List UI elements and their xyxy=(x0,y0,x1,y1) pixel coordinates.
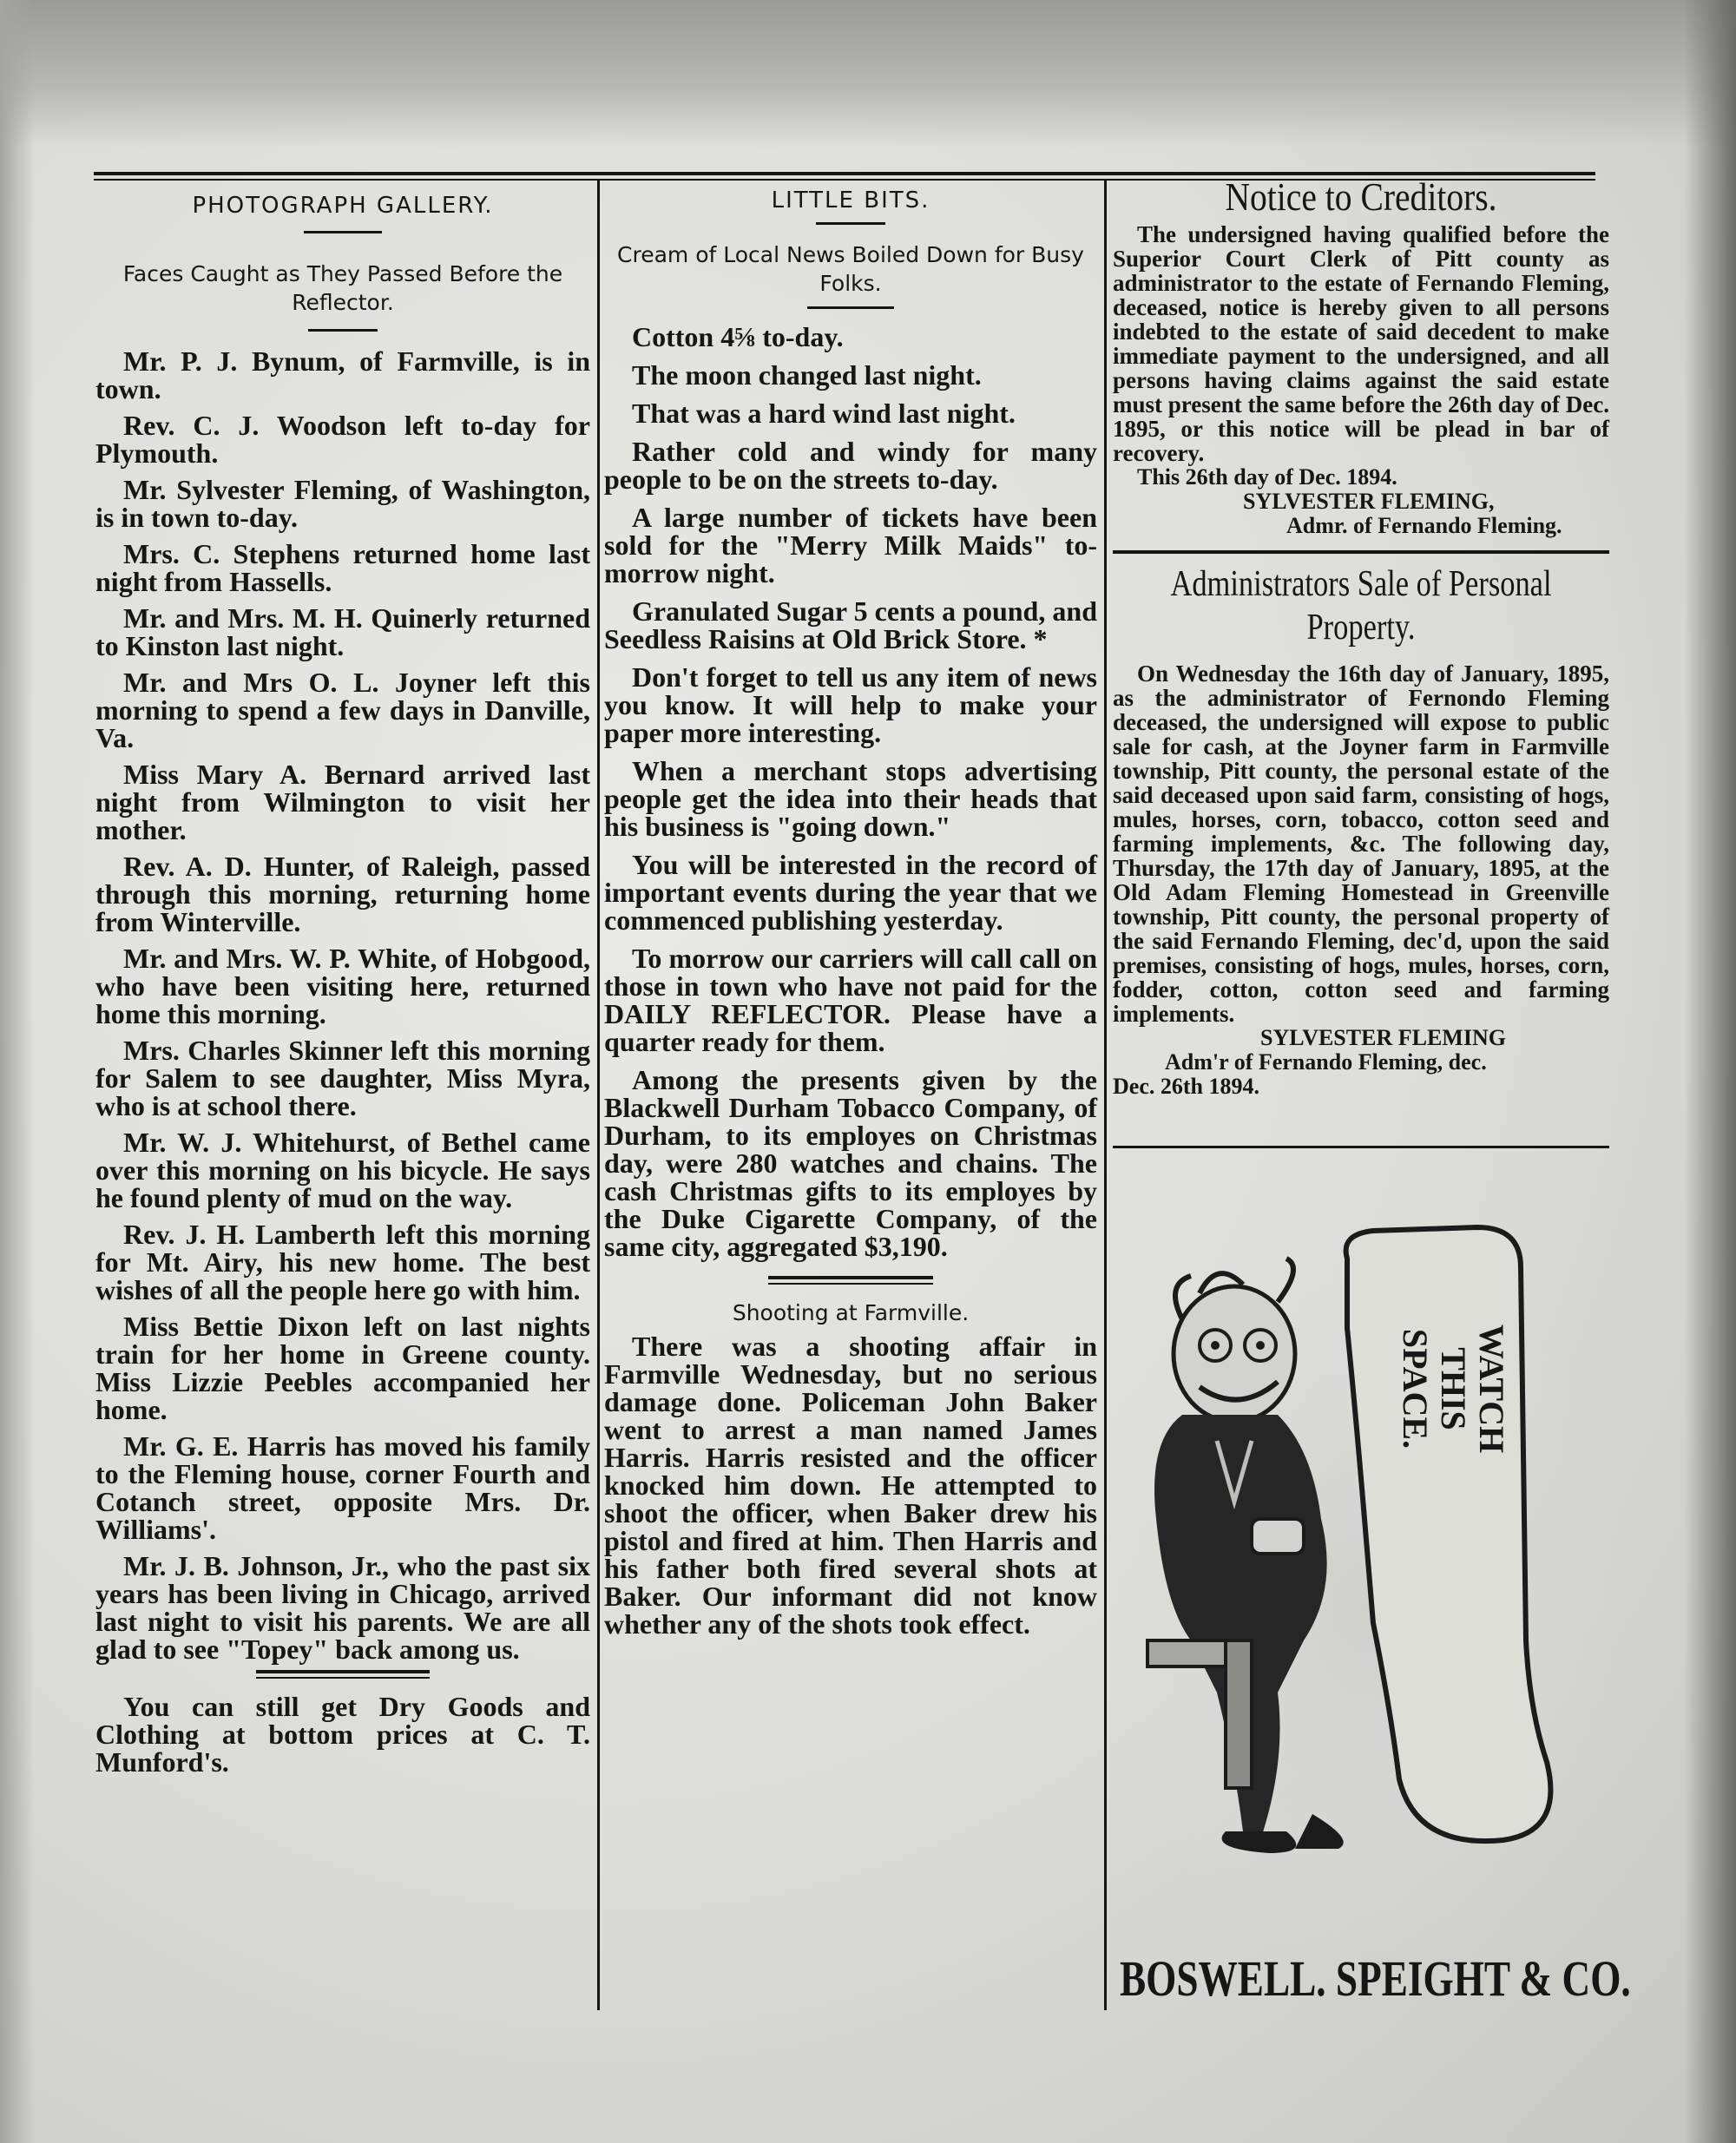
column-photograph-gallery xyxy=(95,193,590,1776)
double-rule-thin xyxy=(768,1283,933,1285)
notice-heading: Notice to Creditors. xyxy=(1225,174,1497,219)
news-item: Rev. A. D. Hunter, of Raleigh, passed through this morning, returning home from Winterville. xyxy=(95,851,590,937)
section-subheading: Faces Caught as They Passed Before the Reflector. xyxy=(122,261,563,315)
short-rule xyxy=(816,222,885,225)
news-item: Rev. C. J. Woodson left to-day for Plymouth. xyxy=(95,410,590,469)
page-right-edge xyxy=(1684,0,1736,2143)
section-heading: PHOTOGRAPH GALLERY. xyxy=(192,193,494,219)
short-rule xyxy=(308,329,378,332)
article-body: There was a shooting affair in Farmville Wednesday, but no serious damage done. Policeman John Baker went to arrest a man named James Harris. Harris resisted and the officer knocked him down. He attempted to shoot the officer, when Baker drew his pistol and fired at him. Then Harris and his father both fired several shots at Baker. Our informant did not know whether any of the shots took effect. xyxy=(604,1331,1097,1640)
sale-text: On Wednesday the 16th day of January, 1895, as the administrator of Fernondo Fleming deceased, the undersigned will expose to public sale for cash, at the Joyner farm in Farmville township, Pitt county, the personal estate of the said deceased upon said farm, consisting of hogs, mules, horses, corn, tobacco, cotton seed and farming implements, &c. The following day, Thursday, the 17th day of January, 1895, at the Old Adam Fleming Homestead in Greenville township, Pitt county, the personal property of the said Fernando Fleming, dec'd, upon the said premises, consisting of hogs, mules, horses, corn, fodder, cotton, cotton seed and farming implements. xyxy=(1113,661,1609,1027)
sign-text xyxy=(1371,1302,1510,1476)
news-item: That was a hard wind last night. xyxy=(632,398,1016,429)
news-item: The moon changed last night. xyxy=(632,359,982,391)
page-top-edge xyxy=(0,0,1736,148)
news-item: Mr. G. E. Harris has moved his family to the Fleming house, corner Fourth and Cotanch street, opposite Mrs. Dr. Williams'. xyxy=(95,1430,590,1545)
notice-text: The undersigned having qualified before the Superior Court Clerk of Pitt county as administrator to the estate of Fernando Fleming, deceased, notice is hereby given to all persons indebted to the estate of said decedent to make immediate payment to the undersigned, and all persons having claims against the said estate must present the same before the 26th day of Dec. 1895, or this notice will be plead in bar of recovery. xyxy=(1113,221,1609,466)
news-item: Mrs. Charles Skinner left this morning for Salem to see daughter, Miss Myra, who is at school there. xyxy=(95,1035,590,1121)
double-rule xyxy=(256,1670,430,1673)
column-little-bits xyxy=(604,187,1097,1638)
news-item: Mr. J. B. Johnson, Jr., who the past six years has been living in Chicago, arrived last night to visit his parents. We are all glad to see "Topey" back among us. xyxy=(95,1550,590,1665)
section-heading: LITTLE BITS. xyxy=(771,187,930,214)
sale-signature-name: SYLVESTER FLEMING xyxy=(1260,1025,1506,1050)
column-notices xyxy=(1113,175,1609,1099)
news-item: When a merchant stops advertising people get the idea into their heads that his business is "going down." xyxy=(604,755,1097,842)
advertisement-illustration xyxy=(1113,1154,1616,1953)
news-item: You will be interested in the record of important events during the year that we commenced publishing yesterday. xyxy=(604,849,1097,936)
news-item: Among the presents given by the Blackwell Durham Tobacco Company, of Durham, to its employes on Christmas day, were 280 watches and chains. The cash Christmas gifts to its employes by the Duke Cigarette Company, of the same city, aggregated $3,190. xyxy=(604,1064,1097,1262)
notice-date: This 26th day of Dec. 1894. xyxy=(1137,464,1397,490)
news-item: A large number of tickets have been sold for the "Merry Milk Maids" to-morrow night. xyxy=(604,502,1097,588)
advertisement-note: You can still get Dry Goods and Clothing at bottom prices at C. T. Munford's. xyxy=(95,1691,590,1778)
section-subheading: Cream of Local News Boiled Down for Busy Folks. xyxy=(617,242,1084,296)
article-heading: Shooting at Farmville. xyxy=(732,1300,970,1325)
news-item: Mr. and Mrs. M. H. Quinerly returned to Kinston last night. xyxy=(95,602,590,661)
double-rule xyxy=(768,1276,933,1279)
news-item: Mr. and Mrs. W. P. White, of Hobgood, who have been visiting here, returned home this morning. xyxy=(95,943,590,1029)
sale-date: Dec. 26th 1894. xyxy=(1113,1074,1259,1099)
sign-line: THIS xyxy=(1434,1347,1473,1430)
section-rule xyxy=(1113,550,1609,554)
column-divider-2 xyxy=(1104,179,1107,2010)
news-item: Don't forget to tell us any item of news you know. It will help to make your paper more interesting. xyxy=(604,661,1097,748)
news-item: Granulated Sugar 5 cents a pound, and Seedless Raisins at Old Brick Store. * xyxy=(604,595,1097,654)
sign-line: WATCH xyxy=(1472,1324,1511,1454)
news-item: Rather cold and windy for many people to be on the streets to-day. xyxy=(604,436,1097,495)
news-item: Mr. P. J. Bynum, of Farmville, is in town. xyxy=(95,345,590,404)
advertiser-name: BOSWELL. SPEIGHT & CO. xyxy=(1120,1950,1631,2007)
news-item: Mrs. C. Stephens returned home last night from Hassells. xyxy=(95,538,590,597)
page-left-edge xyxy=(0,0,35,2143)
news-item: Miss Mary A. Bernard arrived last night from Wilmington to visit her mother. xyxy=(95,759,590,845)
news-item: Miss Bettie Dixon left on last nights train for her home in Greene county. Miss Lizzie Peebles accompanied her home. xyxy=(95,1311,590,1425)
advertisement-top-rule xyxy=(1113,1146,1609,1148)
news-item: Rev. J. H. Lamberth left this morning for Mt. Airy, his new home. The best wishes of all the people here go with him. xyxy=(95,1219,590,1305)
news-item: To morrow our carriers will call call on those in town who have not paid for the DAILY REFLECTOR. Please have a quarter ready for them. xyxy=(604,943,1097,1057)
sale-heading: Administrators Sale of Personal Property. xyxy=(1170,564,1552,648)
news-item: Mr. Sylvester Fleming, of Washington, is in town to-day. xyxy=(95,474,590,533)
news-item: Mr. and Mrs O. L. Joyner left this morning to spend a few days in Danville, Va. xyxy=(95,667,590,753)
notice-signature-title: Admr. of Fernando Fleming. xyxy=(1286,513,1562,538)
column-divider-1 xyxy=(597,179,600,2010)
news-item: Mr. W. J. Whitehurst, of Bethel came over this morning on his bicycle. He says he found plenty of mud on the way. xyxy=(95,1127,590,1213)
notice-signature-name: SYLVESTER FLEMING, xyxy=(1243,489,1495,514)
news-item: Cotton 4⅝ to-day. xyxy=(632,321,844,352)
sale-signature-title: Adm'r of Fernando Fleming, dec. xyxy=(1165,1049,1487,1075)
sign-line: SPACE. xyxy=(1396,1328,1435,1449)
short-rule xyxy=(807,306,894,309)
double-rule-thin xyxy=(256,1677,430,1679)
short-rule xyxy=(304,231,382,233)
